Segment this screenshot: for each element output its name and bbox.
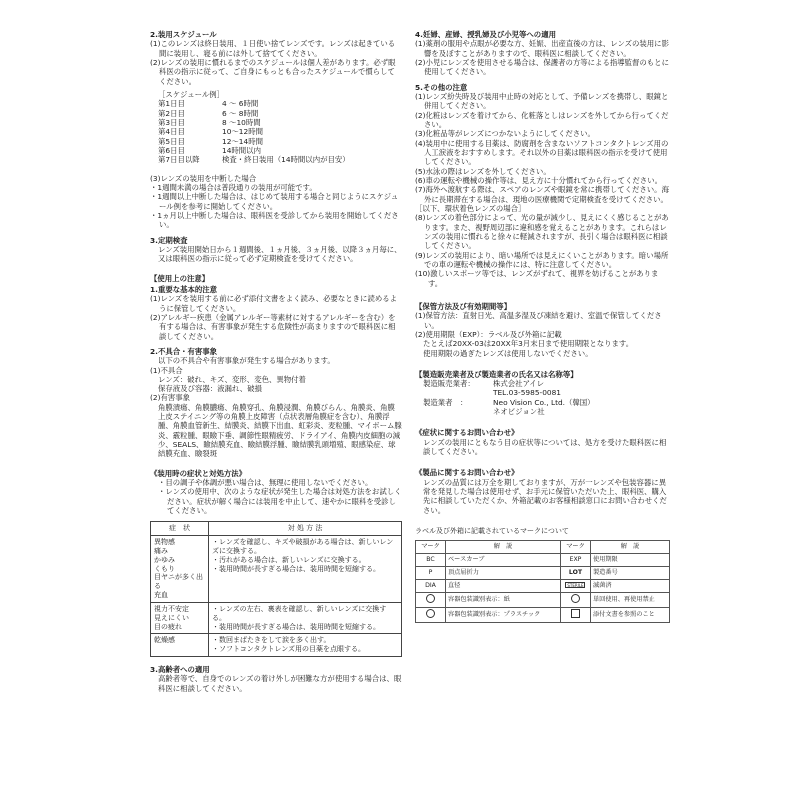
checkup-text: レンズ装用開始日から１週間後、１ヵ月後、３ヵ月後、以降３ヵ月毎に、又は眼科医の指示に従って必ず定期検査を受けてください。 — [158, 244, 402, 264]
storage-p2b: 使用期限の過ぎたレンズは使用しないでください。 — [423, 348, 593, 358]
mark-desc: 直径 — [446, 579, 561, 592]
manufacturer-heading: 【製造販売業者及び製造業者の氏名又は名称等】 — [415, 369, 578, 379]
sterile-icon: STERILE — [567, 583, 584, 588]
symptom-cell: 視力不安定 見えにくい 目の疲れ — [151, 602, 209, 633]
storage-p1: (1)保管方法：直射日光、高温多湿及び凍結を避け、室温で保管してください。 — [415, 311, 662, 330]
schedule-bullet: ・1週間以上中断した場合は、はじめて装用する場合と同じようにスケジュール例を参考に開始してください。 — [150, 192, 399, 211]
schedule-day: 第6日目 — [158, 145, 185, 155]
pregnancy-heading: 4.妊婦、産婦、授乳婦及び小児等への適用 — [415, 30, 556, 39]
mark-desc: 製造番号 — [590, 566, 669, 579]
mark-desc: 添付文書を参照のこと — [590, 607, 669, 622]
seller-name: 株式会社アイレ — [493, 379, 545, 389]
elderly-heading: 3.高齢者への適用 — [150, 664, 210, 674]
maker-label: 製造業者 ： — [423, 397, 468, 407]
inquiry-symptom-text: レンズの装用にともなう目の症状等については、処方を受けた眼科医に相談してください。 — [423, 437, 667, 457]
other-item: (3)化粧品等がレンズにつかないようにしてください。 — [415, 129, 595, 139]
mark-desc: 単回使用、再使用禁止 — [590, 592, 669, 607]
left-column — [150, 30, 402, 693]
schedule-day: 第7日目以降 — [158, 155, 200, 165]
precautions-sub1: 1.重要な基本的注意 — [150, 284, 218, 294]
schedule-day: 第3日目 — [158, 117, 185, 127]
tel-row — [423, 388, 670, 397]
other-item: (2)化粧はレンズを着けてから、化粧落としはレンズを外してから行ってください。 — [415, 110, 669, 129]
schedule-hours: 14時間以内 — [222, 145, 261, 155]
schedule-day: 第5日目 — [158, 136, 185, 146]
table-row — [151, 602, 402, 633]
storage-heading: 【保管方法及び有効期間等】 — [415, 301, 512, 311]
schedule-row — [158, 109, 402, 118]
mark-symbol: BC — [416, 553, 446, 566]
checkup-heading: 3.定期検査 — [150, 235, 188, 245]
other-item: (8)レンズの着色部分によって、光の量が減少し、見えにくく感じることがあります。また、視野周辺部に違和感を覚えることがあります。これらはレンズの装用に慣れると徐々に軽減されますが、長引く場合は眼科医に相談してください。 — [415, 213, 669, 251]
precautions-intro: 以下の不具合や有害事象が発生する場合があります。 — [158, 356, 335, 366]
schedule-day: 第1日目 — [158, 99, 185, 109]
mark-desc: 頂点屈折力 — [446, 566, 561, 579]
adverse-text: 角膜潰瘍、角膜膿瘍、角膜穿孔、角膜浸潤、角膜びらん、角膜炎、角膜上皮ステイニング等の角膜上皮障害（点状表層角膜症を含む）、角膜浮腫、角膜血管新生、結膜炎、結膜下出血、虹彩炎、麦粒腫、マイボーム腺炎、霰粒腫、眼瞼下垂、調節性眼精疲労、ドライアイ、角膜内皮細胞の減少、SEALS、瞼結膜充血、瞼結膜浮腫、瞼結膜乳頭増殖、眼感染症、球結膜充血、瞼裂斑 — [158, 402, 402, 459]
other-item: (6)車の運転や機械の操作等は、見え方に十分慣れてから行ってください。 — [415, 175, 662, 185]
mark-desc: 使用期限 — [590, 553, 669, 566]
seller-tel: TEL.03-5985-0081 — [493, 388, 562, 398]
remedy-cell: ・レンズを確認し、キズや破損がある場合は、新しいレンズに交換する。 ・汚れがある場合は、新しいレンズに交換する。 ・装用時間が長すぎる場合は、装用時間を短縮する。 — [209, 536, 402, 603]
mark-symbol: P — [416, 566, 446, 579]
schedule-bullet: ・1ヵ月以上中断した場合は、眼科医を受診してから装用を開始してください。 — [150, 210, 399, 230]
schedule-p3: (3)レンズの装用を中断した場合 — [150, 173, 257, 183]
schedule-hours: 8 〜10時間 — [222, 117, 261, 127]
pregnancy-p1: (1)薬剤の服用や点眼が必要な方、妊娠、出産直後の方は、レンズの装用に影響を及ぼすことがありますので、眼科医に相談してください。 — [415, 39, 669, 58]
pregnancy-p2: (2)小児にレンズを使用させる場合は、保護者の方等による指導監督のもとに使用してください。 — [415, 57, 669, 77]
defects-lens: レンズ：破れ、キズ、変形、変色、異物付着 — [158, 374, 306, 384]
schedule-p2: (2)レンズの装用に慣れるまでのスケジュールは個人差があります。必ず眼科医の指示に従って、ご自身にもっとも合ったスケジュールで慣らしてください。 — [150, 57, 396, 86]
mark-desc: 容器包装識別表示：紙 — [446, 592, 561, 607]
schedule-heading: 2.装用スケジュール — [150, 30, 217, 39]
remedy-cell: ・レンズの左右、裏表を確認し、新しいレンズに交換する。 ・装用時間が長すぎる場合は、装用時間を短縮する。 — [209, 602, 402, 633]
mark-symbol: LOT — [560, 566, 590, 579]
precautions-p1: (1)レンズを装用する前に必ず添付文書をよく読み、必要なときに読めるように保管してください。 — [150, 294, 398, 313]
symptoms-heading: 《装用時の症状と対処方法》 — [150, 468, 247, 478]
marks-table — [415, 540, 670, 623]
inquiry-product-text: レンズの品質には万全を期しておりますが、万が一レンズや包装容器に異常を発見した場合は使用せず、お手元に保管いただいた上、眼科医、購入先に相談していただくか、外箱記載のお客様相談窓口にお問い合わせください。 — [423, 477, 667, 515]
table-row — [416, 553, 670, 566]
schedule-hours: 検査・終日装用（14時間以内が目安） — [222, 155, 350, 165]
do-not-reuse-icon — [571, 594, 580, 603]
inquiry-product-heading: 《製品に関するお問い合わせ》 — [415, 468, 519, 478]
schedule-row — [158, 99, 402, 108]
other-item: (5)水泳の際はレンズを外してください。 — [415, 166, 551, 176]
schedule-day: 第4日目 — [158, 127, 185, 137]
mark-col-header: マーク — [560, 540, 590, 553]
table-row — [416, 566, 670, 579]
defects-container: 保存液及び容器：液漏れ、破損 — [158, 384, 262, 394]
other-item: (4)装用中に使用する目薬は、防腐剤を含まないソフトコンタクトレンズ用の人工涙液をおすすめします。それ以外の目薬は眼科医の指示を受けて使用してください。 — [415, 138, 669, 167]
seller-row — [423, 379, 670, 388]
plastic-recycle-icon — [426, 609, 435, 618]
symptoms-table — [150, 521, 402, 657]
precautions-sub2: 2.不具合・有害事象 — [150, 346, 218, 356]
schedule-hours: 6 〜 8時間 — [222, 108, 259, 118]
other-item: (10)激しいスポーツ等では、レンズがずれて、視界を妨げることがあります。 — [415, 269, 659, 288]
desc-col-header: 解 説 — [590, 540, 669, 553]
schedule-example-title: ［スケジュール例］ — [158, 89, 225, 99]
table-row — [416, 592, 670, 607]
remedy-col-header: 対 処 方 法 — [209, 522, 402, 536]
schedule-p1: (1)このレンズは終日装用、１日使い捨てレンズです。レンズは起きている間に装用し、寝る前には外して捨ててください。 — [150, 39, 396, 58]
table-row — [151, 634, 402, 657]
other-subnote: ［以下、環状着色レンズの場合］ — [415, 203, 526, 213]
maker-name: Neo Vision Co., Ltd.（韓国） — [493, 397, 595, 407]
other-item: (9)レンズの装用により、暗い場所では見えにくいことがあります。暗い場所での車の運転や機械の操作には、特に注意してください。 — [415, 250, 669, 269]
other-item: (7)海外へ渡航する際は、スペアのレンズや眼鏡を常に携帯してください。海外に長期滞在する場合は、現地の医療機関で定期検査を受けてください。 — [415, 185, 669, 204]
schedule-hours: 12〜14時間 — [222, 136, 263, 146]
schedule-row — [158, 118, 402, 127]
desc-col-header: 解 説 — [446, 540, 561, 553]
right-column — [415, 30, 670, 623]
other-item: (1)レンズ紛失時及び装用中止時の対応として、予備レンズを携帯し、眼鏡と併用してください。 — [415, 91, 669, 111]
paper-recycle-icon — [426, 594, 435, 603]
elderly-text: 高齢者等で、自身でのレンズの着け外しが困難な方が使用する場合は、眼科医に相談してください。 — [158, 674, 402, 693]
defects-heading: (1)不具合 — [150, 365, 183, 375]
storage-p2a: たとえば20XX-03は20XX年3月末日まで使用期限となります。 — [423, 339, 634, 349]
maker-row-ja — [423, 407, 670, 416]
maker-name-ja: ネオビジョン社 — [493, 407, 545, 417]
mark-col-header: マーク — [416, 540, 446, 553]
schedule-example — [158, 90, 402, 165]
seller-label: 製造販売業者： — [423, 379, 475, 389]
precautions-heading: 【使用上の注意】 — [150, 273, 210, 283]
schedule-row — [158, 137, 402, 146]
symptom-cell: 乾燥感 — [151, 634, 209, 657]
schedule-hours: 4 〜 6時間 — [222, 99, 259, 109]
precautions-p2: (2)アレルギー疾患（金属アレルギー等素材に対するアレルギーを含む）を有する場合は、有害事象が発生する危険性が高まりますので眼科医に相談してください。 — [150, 312, 396, 341]
mark-symbol: DIA — [416, 579, 446, 592]
schedule-row — [158, 155, 402, 164]
storage-p2: (2)使用期限（EXP）：ラベル及び外箱に記載 — [415, 329, 562, 339]
schedule-row — [158, 127, 402, 136]
table-row — [416, 579, 670, 592]
schedule-row — [158, 146, 402, 155]
schedule-day: 第2日目 — [158, 108, 185, 118]
symptoms-bullet: ・目の調子や体調が悪い場合は、無理に使用しないでください。 — [158, 478, 373, 488]
remedy-cell: ・数回まばたきをして涙を多く出す。 ・ソフトコンタクトレンズ用の目薬を点眼する。 — [209, 634, 402, 657]
table-row — [416, 607, 670, 622]
symptoms-bullet: ・レンズの使用中、次のような症状が発生した場合は対処方法をお試しください。症状が解く場合には装用を中止して、速やかに眼科を受診してください。 — [158, 487, 402, 516]
mark-desc: ベースカーブ — [446, 553, 561, 566]
maker-row — [423, 398, 670, 407]
symptom-cell: 異物感 痛み かゆみ くもり 目ヤニが多く出る 充血 — [151, 536, 209, 603]
mark-desc: 滅菌済 — [590, 579, 669, 592]
table-row — [151, 536, 402, 603]
consult-ifu-icon — [571, 609, 580, 618]
schedule-bullet: ・1週間未満の場合は普段通りの装用が可能です。 — [150, 182, 317, 192]
schedule-hours: 10〜12時間 — [222, 127, 263, 137]
inquiry-symptom-heading: 《症状に関するお問い合わせ》 — [415, 428, 519, 438]
symptom-col-header: 症 状 — [151, 522, 209, 536]
mark-desc: 容器包装識別表示：プラスチック — [446, 607, 561, 622]
marks-caption: ラベル及び外箱に記載されているマークについて — [415, 527, 569, 536]
adverse-heading: (2)有害事象 — [150, 393, 191, 403]
mark-symbol: EXP — [560, 553, 590, 566]
other-heading: 5.その他の注意 — [415, 82, 468, 92]
